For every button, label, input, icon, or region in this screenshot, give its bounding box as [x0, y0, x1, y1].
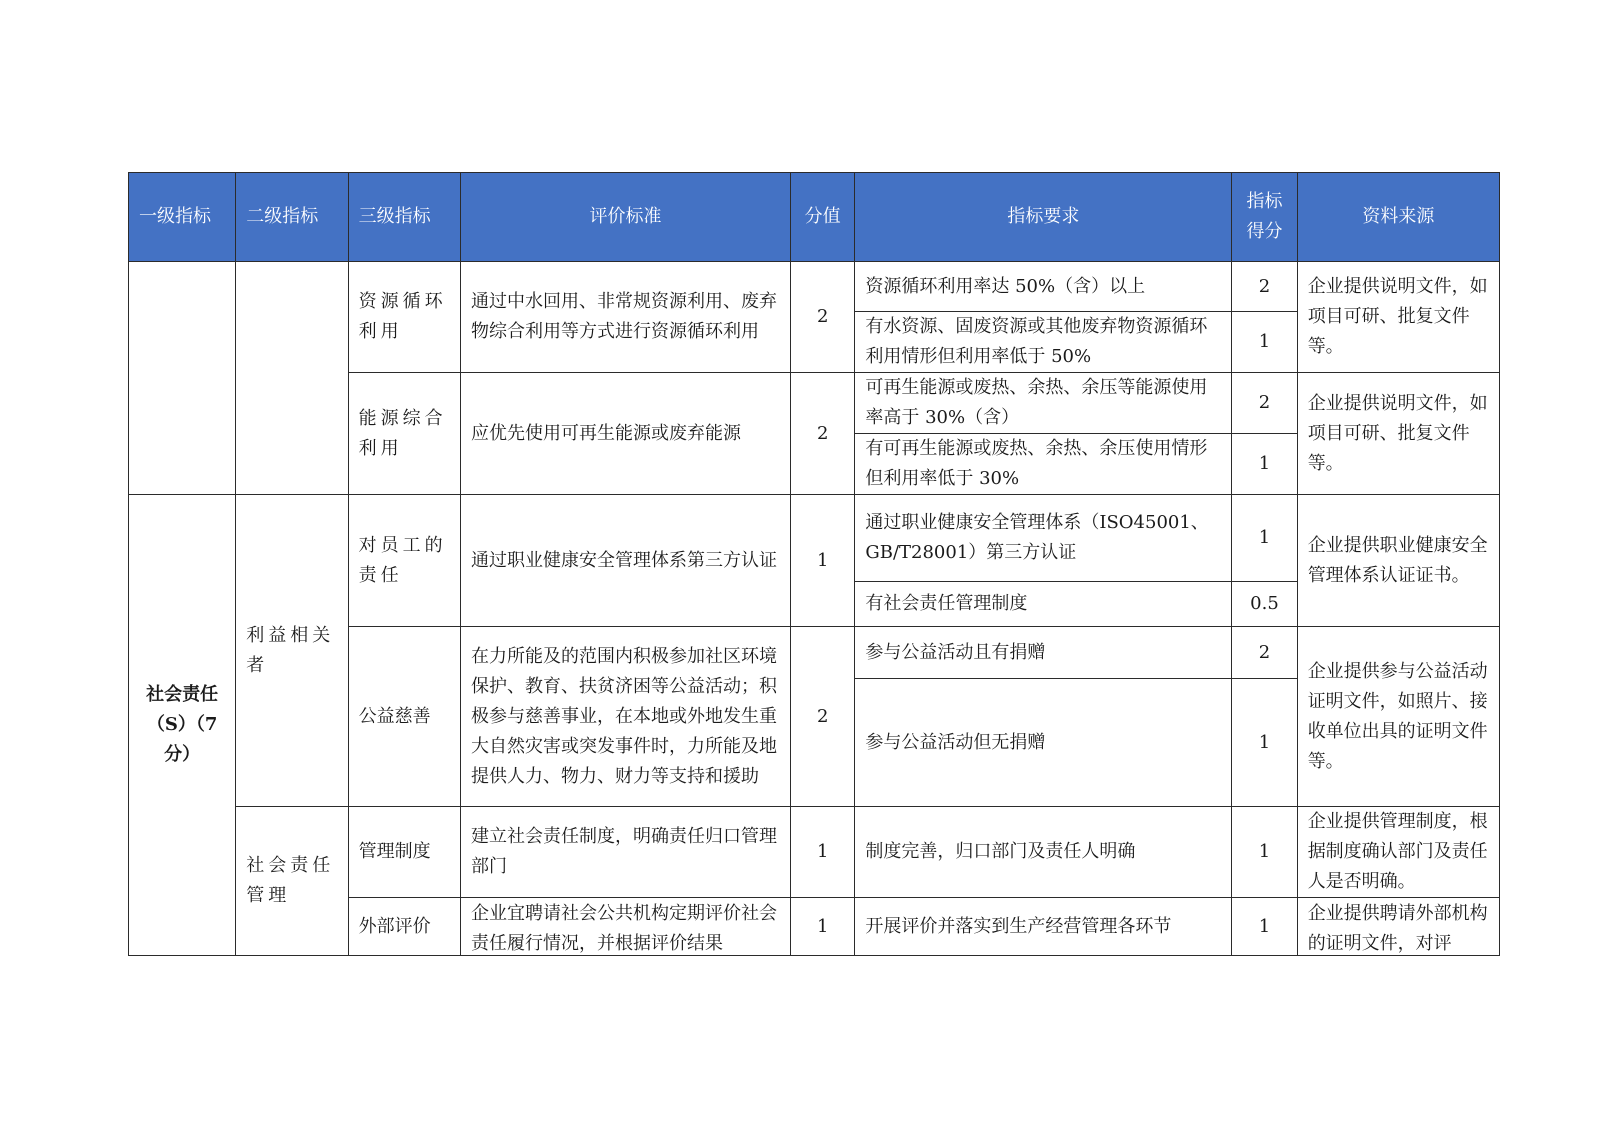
criteria-resource-cycle: 通过中水回用、非常规资源利用、废弃物综合利用等方式进行资源循环利用 [461, 262, 791, 373]
score-charity-1: 2 [1232, 627, 1297, 679]
criteria-employee: 通过职业健康安全管理体系第三方认证 [461, 495, 791, 627]
value-charity: 2 [790, 627, 854, 807]
value-mgmt-system: 1 [790, 807, 854, 898]
source-charity: 企业提供参与公益活动证明文件，如照片、接收单位出具的证明文件等。 [1297, 627, 1499, 807]
header-criteria: 评价标准 [461, 173, 791, 262]
value-resource-cycle: 2 [790, 262, 854, 373]
header-row [129, 173, 1500, 262]
source-employee: 企业提供职业健康安全管理体系认证证书。 [1297, 495, 1499, 627]
score-charity-2: 1 [1232, 679, 1297, 807]
criteria-energy: 应优先使用可再生能源或废弃能源 [461, 373, 791, 495]
level2-empty-cell [236, 262, 348, 495]
source-external-cell [1297, 898, 1499, 956]
level3-resource-cycle: 资源循环利用 [348, 262, 460, 373]
table-row [129, 262, 1500, 312]
requirement-mgmt-system: 制度完善，归口部门及责任人明确 [855, 807, 1232, 898]
requirement-energy-1: 可再生能源或废热、余热、余压等能源使用率高于 30%（含） [855, 373, 1232, 434]
source-external: 企业提供聘请外部机构的证明文件，对评 [1307, 902, 1488, 954]
score-external: 1 [1232, 898, 1297, 956]
criteria-mgmt-system: 建立社会责任制度，明确责任归口管理部门 [461, 807, 791, 898]
requirement-employee-1: 通过职业健康安全管理体系（ISO45001、GB/T28001）第三方认证 [855, 495, 1232, 582]
requirement-charity-2: 参与公益活动但无捐赠 [855, 679, 1232, 807]
header-indicator-score: 指标得分 [1232, 173, 1297, 262]
score-mgmt-system: 1 [1232, 807, 1297, 898]
requirement-resource-cycle-1: 资源循环利用率达 50%（含）以上 [855, 262, 1232, 312]
score-energy-2: 1 [1232, 434, 1297, 495]
level3-employee: 对员工的责任 [348, 495, 460, 627]
level1-social-responsibility: 社会责任（S）（7分） [129, 495, 236, 956]
source-energy: 企业提供说明文件，如项目可研、批复文件等。 [1297, 373, 1499, 495]
requirement-employee-2: 有社会责任管理制度 [855, 582, 1232, 627]
level3-mgmt-system: 管理制度 [348, 807, 460, 898]
level2-management: 社会责任管理 [236, 807, 348, 956]
source-resource-cycle: 企业提供说明文件，如项目可研、批复文件等。 [1297, 262, 1499, 373]
requirement-resource-cycle-2: 有水资源、固废资源或其他废弃物资源循环利用情形但利用率低于 50% [855, 312, 1232, 373]
requirement-energy-2: 有可再生能源或废热、余热、余压使用情形但利用率低于 30% [855, 434, 1232, 495]
header-source: 资料来源 [1297, 173, 1499, 262]
level1-empty-cell [129, 262, 236, 495]
level3-charity: 公益慈善 [348, 627, 460, 807]
level2-stakeholder: 利益相关者 [236, 495, 348, 807]
requirement-charity-1: 参与公益活动且有捐赠 [855, 627, 1232, 679]
header-level2: 二级指标 [236, 173, 348, 262]
header-level1: 一级指标 [129, 173, 236, 262]
header-score-value: 分值 [790, 173, 854, 262]
level3-external: 外部评价 [348, 898, 460, 956]
indicator-table [128, 172, 1500, 956]
score-energy-1: 2 [1232, 373, 1297, 434]
score-resource-cycle-2: 1 [1232, 312, 1297, 373]
criteria-external-cell [461, 898, 791, 956]
value-external: 1 [790, 898, 854, 956]
requirement-external: 开展评价并落实到生产经营管理各环节 [855, 898, 1232, 956]
level3-energy: 能源综合利用 [348, 373, 460, 495]
table-row [129, 495, 1500, 582]
criteria-charity: 在力所能及的范围内积极参加社区环境保护、教育、扶贫济困等公益活动；积极参与慈善事业，在本地或外地发生重大自然灾害或突发事件时，力所能及地提供人力、物力、财力等支持和援助 [461, 627, 791, 807]
source-mgmt-system: 企业提供管理制度，根据制度确认部门及责任人是否明确。 [1297, 807, 1499, 898]
table-row [129, 807, 1500, 898]
score-resource-cycle-1: 2 [1232, 262, 1297, 312]
header-requirement: 指标要求 [855, 173, 1232, 262]
header-level3: 三级指标 [348, 173, 460, 262]
value-energy: 2 [790, 373, 854, 495]
score-employee-1: 1 [1232, 495, 1297, 582]
value-employee: 1 [790, 495, 854, 627]
score-employee-2: 0.5 [1232, 582, 1297, 627]
criteria-external: 企业宜聘请社会公共机构定期评价社会责任履行情况，并根据评价结果 [471, 902, 778, 954]
